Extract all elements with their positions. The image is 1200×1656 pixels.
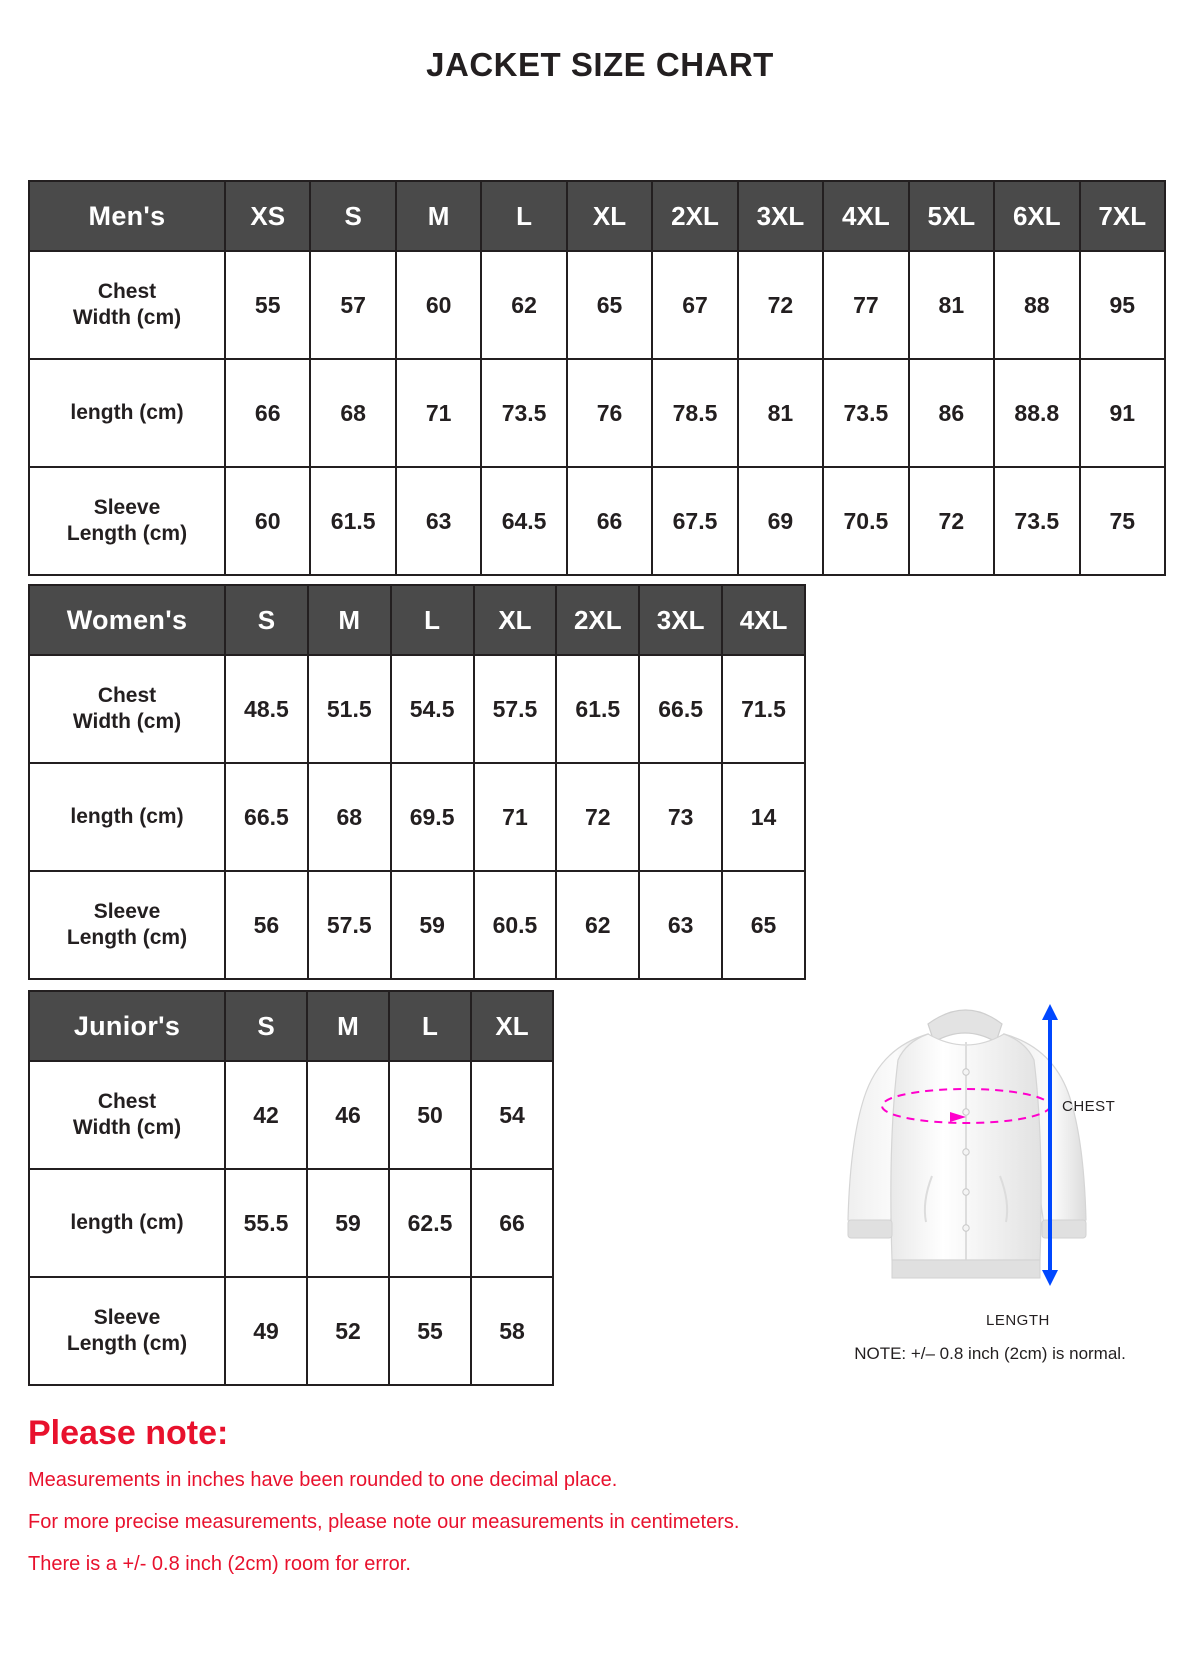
row-label-chest-width	[29, 655, 225, 763]
row-label-line2: Length (cm)	[66, 1332, 188, 1355]
row-label-line1: length (cm)	[70, 1210, 184, 1234]
row-label-line1: Chest	[97, 1089, 157, 1113]
cell: 42	[225, 1061, 307, 1169]
womens-table	[28, 584, 806, 980]
cell: 66.5	[225, 763, 308, 871]
size-header-m: M	[396, 181, 481, 251]
womens-size-chart	[28, 584, 806, 980]
row-label-length	[29, 1169, 225, 1277]
row-label-line2: Length (cm)	[66, 926, 188, 949]
cell: 63	[639, 871, 722, 979]
size-header-s: S	[225, 991, 307, 1061]
cell: 48.5	[225, 655, 308, 763]
row-label-line1: length (cm)	[70, 804, 184, 828]
please-note-heading: Please note:	[28, 1414, 229, 1452]
table-row	[29, 1277, 553, 1385]
footer-line-3: There is a +/- 0.8 inch (2cm) room for error.	[28, 1553, 411, 1575]
cell: 57.5	[308, 871, 391, 979]
cell: 50	[389, 1061, 471, 1169]
row-label-line1: Chest	[97, 683, 157, 707]
table-row	[29, 1061, 553, 1169]
cell: 60.5	[474, 871, 557, 979]
juniors-group-label: Junior's	[29, 991, 225, 1061]
row-label-sleeve-length	[29, 1277, 225, 1385]
size-header-l: L	[389, 991, 471, 1061]
cell: 67.5	[652, 467, 737, 575]
size-header-4xl: 4XL	[823, 181, 908, 251]
cell: 65	[722, 871, 805, 979]
cell: 61.5	[310, 467, 395, 575]
cell: 62.5	[389, 1169, 471, 1277]
cell: 62	[556, 871, 639, 979]
cell: 72	[909, 467, 994, 575]
length-label: LENGTH	[986, 1312, 1050, 1329]
cell: 55	[389, 1277, 471, 1385]
size-header-2xl: 2XL	[652, 181, 737, 251]
cell: 81	[738, 359, 823, 467]
cell: 62	[481, 251, 566, 359]
size-header-m: M	[308, 585, 391, 655]
table-header-row	[29, 181, 1165, 251]
table-header-row	[29, 991, 553, 1061]
cell: 46	[307, 1061, 389, 1169]
cell: 65	[567, 251, 652, 359]
size-header-2xl: 2XL	[556, 585, 639, 655]
cell: 71.5	[722, 655, 805, 763]
cell: 71	[474, 763, 557, 871]
measurement-note: NOTE: +/– 0.8 inch (2cm) is normal.	[854, 1344, 1126, 1363]
cell: 66	[471, 1169, 553, 1277]
jacket-diagram-icon	[800, 976, 1160, 1316]
cell: 54.5	[391, 655, 474, 763]
cell: 55.5	[225, 1169, 307, 1277]
jacket-illustration	[800, 976, 1160, 1376]
cell: 76	[567, 359, 652, 467]
footer-line-2: For more precise measurements, please note our measurements in centimeters.	[28, 1511, 740, 1533]
cell: 77	[823, 251, 908, 359]
cell: 88	[994, 251, 1079, 359]
womens-group-label: Women's	[29, 585, 225, 655]
size-header-xl: XL	[471, 991, 553, 1061]
cell: 59	[391, 871, 474, 979]
cell: 73	[639, 763, 722, 871]
mens-group-label: Men's	[29, 181, 225, 251]
size-header-s: S	[225, 585, 308, 655]
size-header-m: M	[307, 991, 389, 1061]
table-row	[29, 1169, 553, 1277]
size-header-xl: XL	[474, 585, 557, 655]
cell: 88.8	[994, 359, 1079, 467]
cell: 68	[308, 763, 391, 871]
mens-table	[28, 180, 1166, 576]
table-row	[29, 251, 1165, 359]
cell: 64.5	[481, 467, 566, 575]
table-row	[29, 871, 805, 979]
size-header-7xl: 7XL	[1080, 181, 1165, 251]
row-label-line1: length (cm)	[70, 400, 184, 424]
row-label-line1: Sleeve	[93, 495, 161, 519]
cell: 49	[225, 1277, 307, 1385]
cell: 14	[722, 763, 805, 871]
size-header-3xl: 3XL	[639, 585, 722, 655]
cell: 56	[225, 871, 308, 979]
cell: 73.5	[481, 359, 566, 467]
row-label-line1: Sleeve	[93, 1305, 161, 1329]
row-label-chest-width	[29, 1061, 225, 1169]
size-header-s: S	[310, 181, 395, 251]
juniors-table	[28, 990, 554, 1386]
cell: 68	[310, 359, 395, 467]
size-header-3xl: 3XL	[738, 181, 823, 251]
cell: 52	[307, 1277, 389, 1385]
table-row	[29, 655, 805, 763]
juniors-size-chart	[28, 990, 554, 1386]
table-header-row	[29, 585, 805, 655]
cell: 58	[471, 1277, 553, 1385]
table-row	[29, 359, 1165, 467]
size-header-l: L	[391, 585, 474, 655]
cell: 73.5	[823, 359, 908, 467]
cell: 67	[652, 251, 737, 359]
footer-line-1: Measurements in inches have been rounded to one decimal place.	[28, 1469, 618, 1491]
cell: 73.5	[994, 467, 1079, 575]
cell: 57.5	[474, 655, 557, 763]
cell: 72	[556, 763, 639, 871]
size-header-xs: XS	[225, 181, 310, 251]
cell: 69	[738, 467, 823, 575]
cell: 66	[225, 359, 310, 467]
cell: 66	[567, 467, 652, 575]
cell: 61.5	[556, 655, 639, 763]
cell: 70.5	[823, 467, 908, 575]
cell: 63	[396, 467, 481, 575]
size-header-4xl: 4XL	[722, 585, 805, 655]
row-label-line2: Length (cm)	[66, 522, 188, 545]
mens-size-chart	[28, 180, 1166, 576]
row-label-line1: Sleeve	[93, 899, 161, 923]
size-header-l: L	[481, 181, 566, 251]
size-header-6xl: 6XL	[994, 181, 1079, 251]
row-label-sleeve-length	[29, 467, 225, 575]
row-label-line2: Width (cm)	[72, 1116, 182, 1139]
footer-notes	[28, 1414, 1158, 1593]
cell: 54	[471, 1061, 553, 1169]
cell: 57	[310, 251, 395, 359]
cell: 75	[1080, 467, 1165, 575]
cell: 69.5	[391, 763, 474, 871]
cell: 91	[1080, 359, 1165, 467]
row-label-sleeve-length	[29, 871, 225, 979]
table-row	[29, 763, 805, 871]
page-title: JACKET SIZE CHART	[426, 46, 774, 83]
table-row	[29, 467, 1165, 575]
row-label-line2: Width (cm)	[72, 710, 182, 733]
cell: 55	[225, 251, 310, 359]
row-label-length	[29, 763, 225, 871]
cell: 66.5	[639, 655, 722, 763]
row-label-chest-width	[29, 251, 225, 359]
cell: 81	[909, 251, 994, 359]
size-header-xl: XL	[567, 181, 652, 251]
row-label-line1: Chest	[97, 279, 157, 303]
cell: 72	[738, 251, 823, 359]
size-header-5xl: 5XL	[909, 181, 994, 251]
cell: 51.5	[308, 655, 391, 763]
row-label-length	[29, 359, 225, 467]
cell: 60	[396, 251, 481, 359]
chest-label: CHEST	[1062, 1098, 1116, 1115]
cell: 95	[1080, 251, 1165, 359]
cell: 86	[909, 359, 994, 467]
cell: 59	[307, 1169, 389, 1277]
cell: 60	[225, 467, 310, 575]
cell: 78.5	[652, 359, 737, 467]
cell: 71	[396, 359, 481, 467]
row-label-line2: Width (cm)	[72, 306, 182, 329]
